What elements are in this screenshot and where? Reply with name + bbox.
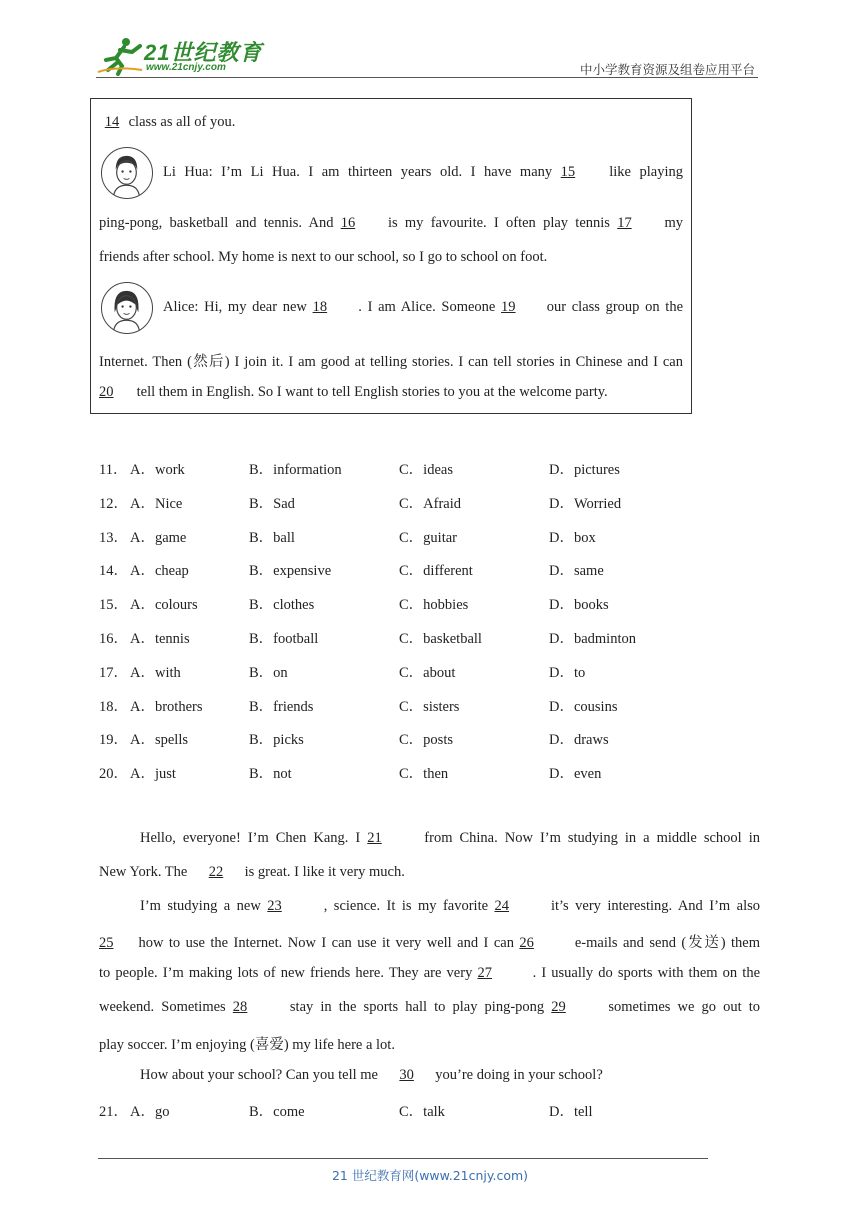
- option-b[interactable]: B．friends: [249, 698, 314, 715]
- question-number: 18．: [99, 698, 128, 715]
- blank-15: 15: [560, 164, 576, 180]
- option-a[interactable]: A．just: [130, 766, 176, 783]
- option-d[interactable]: D．tell: [549, 1104, 593, 1120]
- option-a[interactable]: A．tennis: [130, 631, 190, 647]
- runner-icon: [96, 36, 146, 76]
- option-a[interactable]: A．brothers: [130, 698, 203, 715]
- blank-29: 29: [551, 999, 566, 1015]
- option-b[interactable]: B．football: [249, 631, 319, 647]
- logo-main-text: 21世纪教育: [144, 40, 263, 65]
- option-d[interactable]: D．box: [549, 529, 596, 546]
- footer-divider: [98, 1158, 708, 1159]
- option-b[interactable]: B．picks: [249, 732, 304, 749]
- option-c[interactable]: C．about: [399, 664, 456, 681]
- option-d[interactable]: D．books: [549, 597, 609, 614]
- option-c[interactable]: C．talk: [399, 1104, 445, 1120]
- option-c[interactable]: C．then: [399, 766, 449, 783]
- blank-21: 21: [367, 830, 382, 846]
- passage-line: Alice: Hi, my dear new 18 . I am Alice. Someone 19 our class group on the: [163, 299, 684, 315]
- passage-line: to people. I’m making lots of new friends here. They are very 27 . I usually do sports with them on the: [99, 965, 761, 981]
- blank-25: 25: [99, 935, 114, 951]
- option-b[interactable]: B．expensive: [249, 563, 332, 580]
- header-title: 中小学教育资源及组卷应用平台: [579, 62, 755, 77]
- option-b[interactable]: B．information: [249, 462, 342, 478]
- option-c[interactable]: C．ideas: [399, 462, 453, 478]
- blank-17: 17: [617, 215, 632, 231]
- passage-line: How about your school? Can you tell me 30 you’re doing in your school?: [140, 1067, 603, 1083]
- option-d[interactable]: D．same: [549, 563, 604, 580]
- avatar-alice: [101, 282, 153, 334]
- logo-sub-text: www.21cnjy.com: [146, 62, 226, 73]
- page-header: [0, 0, 860, 80]
- option-a[interactable]: A．Nice: [130, 495, 183, 512]
- option-c[interactable]: C．posts: [399, 732, 453, 749]
- question-number: 21．: [99, 1104, 128, 1120]
- girl-portrait-icon: [102, 283, 151, 332]
- option-c[interactable]: C．guitar: [399, 529, 457, 546]
- option-b[interactable]: B．on: [249, 664, 288, 681]
- option-a[interactable]: A．go: [130, 1104, 170, 1120]
- option-c[interactable]: C．different: [399, 563, 473, 580]
- blank-20: 20: [99, 384, 114, 400]
- option-a[interactable]: A．spells: [130, 732, 188, 749]
- option-d[interactable]: D．to: [549, 664, 586, 681]
- passage-line: friends after school. My home is next to our school, so I go to school on foot.: [99, 249, 548, 265]
- question-number: 17．: [99, 664, 128, 681]
- option-c[interactable]: C．hobbies: [399, 597, 469, 614]
- question-number: 20．: [99, 766, 128, 783]
- question-number: 11．: [99, 462, 128, 478]
- option-a[interactable]: A．with: [130, 664, 181, 681]
- option-c[interactable]: C．basketball: [399, 631, 482, 647]
- option-d[interactable]: D．even: [549, 766, 602, 783]
- option-a[interactable]: A．colours: [130, 597, 198, 614]
- passage-line: Li Hua: I’m Li Hua. I am thirteen years old. I have many 15 like playing: [163, 164, 683, 180]
- blank-26: 26: [519, 935, 534, 951]
- blank-19: 19: [501, 299, 516, 315]
- blank-23: 23: [267, 898, 282, 914]
- blank-22: 22: [208, 864, 224, 880]
- passage-line: 14 class as all of you.: [99, 114, 235, 131]
- option-d[interactable]: D．cousins: [549, 698, 618, 715]
- passage-line: New York. The 22 is great. I like it very much.: [99, 864, 405, 880]
- option-b[interactable]: B．not: [249, 766, 292, 783]
- option-d[interactable]: D．Worried: [549, 495, 622, 512]
- option-b[interactable]: B．Sad: [249, 495, 295, 512]
- header-divider: [96, 77, 758, 78]
- avatar-li-hua: [101, 147, 153, 199]
- option-a[interactable]: A．game: [130, 529, 187, 546]
- passage-line: weekend. Sometimes 28 stay in the sports hall to play ping-pong 29 sometimes we go out to: [99, 999, 760, 1015]
- question-number: 15．: [99, 597, 128, 614]
- footer-text: 21 世纪教育网(www.21cnjy.com): [331, 1168, 529, 1183]
- option-d[interactable]: D．badminton: [549, 631, 636, 647]
- option-b[interactable]: B．ball: [249, 529, 295, 546]
- option-c[interactable]: C．Afraid: [399, 495, 462, 512]
- blank-16: 16: [340, 215, 356, 231]
- passage-line: ping-pong, basketball and tennis. And 16 is my favourite. I often play tennis 17 my: [99, 215, 683, 231]
- passage-line: I’m studying a new 23 , science. It is my favorite 24 it’s very interesting. And I’m also: [140, 898, 760, 914]
- option-b[interactable]: B．clothes: [249, 597, 315, 614]
- blank-18: 18: [312, 299, 328, 315]
- blank-27: 27: [477, 965, 492, 981]
- option-b[interactable]: B．come: [249, 1104, 305, 1120]
- blank-24: 24: [494, 898, 509, 914]
- passage-line: Hello, everyone! I’m Chen Kang. I 21 from China. Now I’m studying in a middle school in: [140, 830, 760, 846]
- option-d[interactable]: D．pictures: [549, 462, 620, 478]
- logo: [96, 34, 266, 78]
- option-a[interactable]: A．cheap: [130, 563, 189, 580]
- option-c[interactable]: C．sisters: [399, 698, 460, 715]
- option-a[interactable]: A．work: [130, 462, 185, 478]
- blank-28: 28: [232, 999, 248, 1015]
- question-number: 16．: [99, 631, 128, 647]
- passage-line: 20 tell them in English. So I want to tell English stories to you at the welcome party.: [99, 384, 608, 400]
- passage-line: Internet. Then (然后) I join it. I am good at telling stories. I can tell stories in Chinese and I can: [99, 354, 683, 370]
- blank-30: 30: [399, 1067, 414, 1083]
- blank-14: 14: [104, 114, 120, 130]
- passage-line: play soccer. I’m enjoying (喜爱) my life here a lot.: [99, 1037, 395, 1053]
- question-number: 13．: [99, 529, 128, 546]
- question-number: 12．: [99, 495, 128, 512]
- passage-line: 25 how to use the Internet. Now I can use it very well and I can 26 e-mails and send (发送) them: [99, 935, 760, 951]
- question-number: 19．: [99, 732, 128, 749]
- boy-portrait-icon: [102, 148, 151, 197]
- question-number: 14．: [99, 563, 128, 580]
- option-d[interactable]: D．draws: [549, 732, 609, 749]
